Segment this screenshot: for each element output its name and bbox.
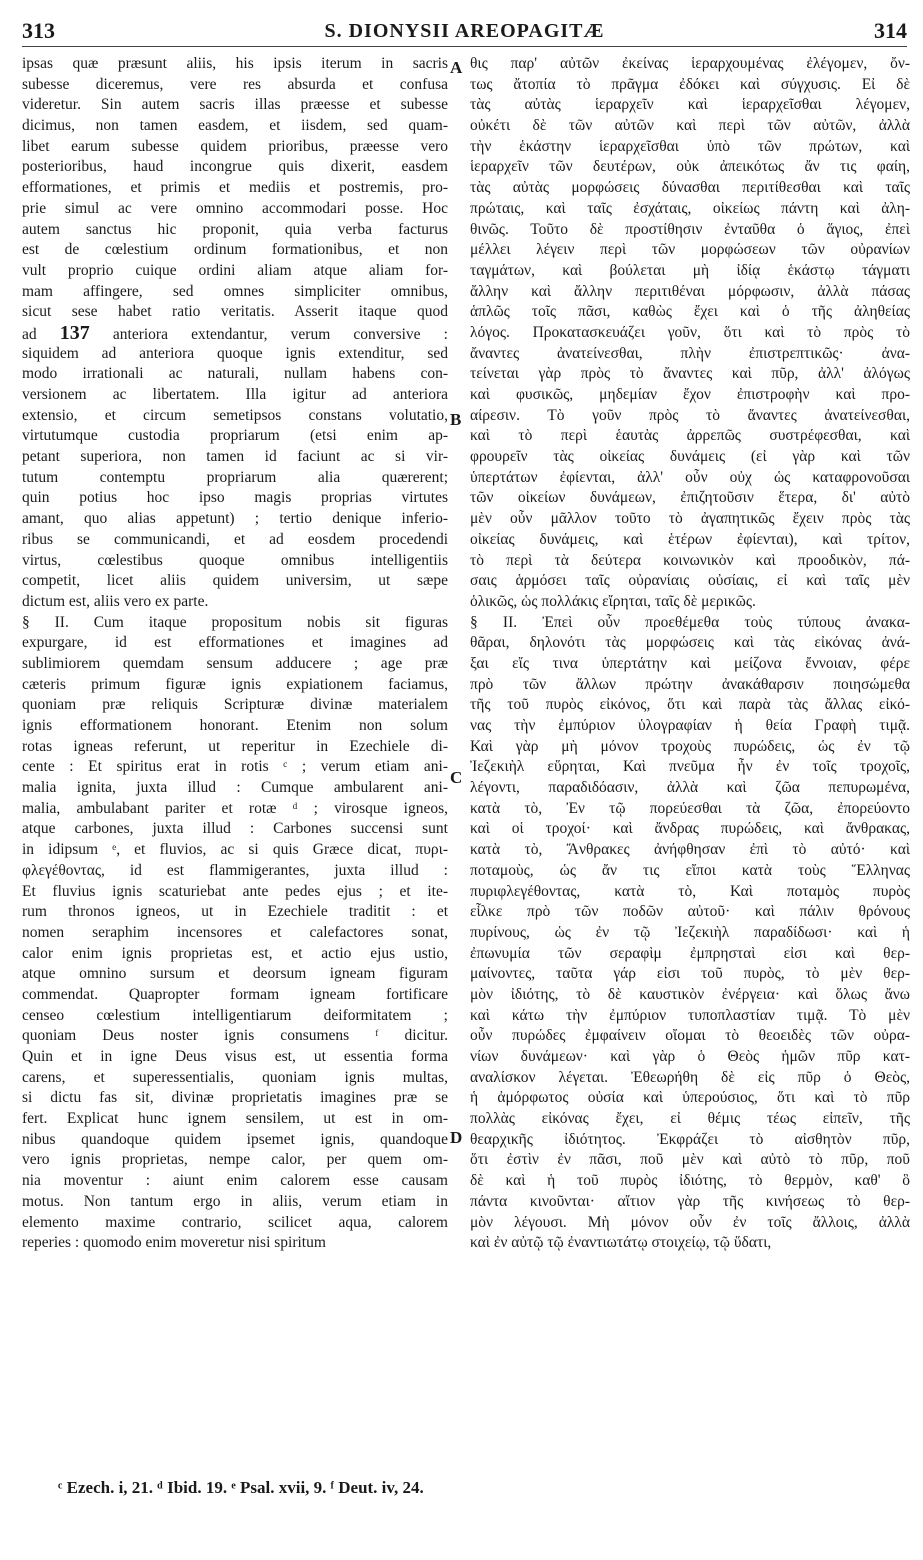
greek-line: νίων δυνάμεων· καὶ γὰρ ὁ Θεὸς ἡμῶν πῦρ κατ- (470, 1048, 910, 1065)
greek-line: ἄλλην καὶ ἄλλην περιτιθέναι μόρφωσιν, ἀλλὰ πάσας (470, 282, 910, 300)
greek-line: τείνεται γὰρ πρὸς τὸ ἄναντες καὶ πῦρ, ἀλλ' ἀλόγως (470, 365, 910, 383)
latin-column (22, 54, 448, 1254)
greek-line: τὰς αὐτὰς ἱεραρχεῖν καὶ ἱεραρχεῖσθαι λέγομεν, (470, 96, 910, 114)
running-header (22, 18, 907, 48)
greek-line: τὸ περὶ τὰ δεύτερα κοινωνικὸν καὶ προοδικὸν, πά- (470, 551, 910, 569)
latin-line: censeo cœlestium intelligentiarum deiformitatem ; (22, 1006, 448, 1024)
latin-line: autem sanctus hic proponit, quia verba facturus (22, 220, 448, 238)
greek-line: οὖν πυρώδες ἐμφαίνειν οἴομαι τὸ θεοειδὲς τῶν οὐρα- (470, 1027, 910, 1045)
latin-line: virtutumque custodia propriarum (etsi enim ap- (22, 427, 448, 445)
greek-line: φρουρεῖν τὰς οἰκείας δυνάμεις (εἰ γὰρ καὶ τῶν (470, 448, 910, 466)
latin-line: siquidem ad anteriora quoque ignis extenditur, sed (22, 344, 448, 362)
greek-line: ἱεραρχεῖν τῶν δευτέρων, οὐκ ἀπεικότως ἄν τις φαίη, (470, 158, 910, 176)
latin-line: § II. Cum itaque propositum nobis sit figuras (22, 613, 448, 631)
greek-line: καὶ φυσικῶς, μηδεμίαν ἔχον ἐπιστροφὴν καὶ προ- (470, 386, 910, 403)
latin-line: malia ignita, juxta illud : Cumque ambularent ani- (22, 779, 448, 797)
greek-line: οὐκέτι δὲ τῶν αὐτῶν καὶ περὶ τῶν αὐτῶν, ἀλλὰ (470, 117, 910, 135)
latin-line: dictum est, aliis vero ex parte. (22, 592, 209, 610)
greek-line: θις παρ' αὐτῶν ἐκείνας ἱεραρχουμένας ἐλέγομεν, ὄν- (470, 55, 910, 72)
greek-line: λέγοντι, παραδιδόασιν, ἀλλὰ καὶ ζῶα πεπυρωμένα, (470, 779, 910, 797)
greek-line: πυρίνους, ὡς ἐν τῷ Ἰεζεκιὴλ παραδίδωσι· καὶ ἡ (470, 923, 910, 941)
latin-line: nia moventur : aiunt enim calorem esse causam (22, 1172, 448, 1190)
greek-line: θεαρχικῆς ἰδιότητος. Ἐκφράζει τὸ αἰσθητὸν πῦρ, (470, 1130, 910, 1148)
latin-line: dicimus, non tamen easdem, et iisdem, sed quam- (22, 117, 448, 135)
greek-line: μὸν λέγουσι. Μὴ μόνον οὖν ἐν τοῖς ἄλλοις, ἀλλὰ (470, 1213, 910, 1231)
greek-line: μαίνοντες, ταῦτα γάρ εἰσι τοῦ πυρὸς, τὸ μὲν θερ- (470, 965, 910, 983)
latin-line: quin potius hoc ipso magis proprias virtutes (22, 489, 448, 507)
latin-line: Quin et in igne Deus visus est, ut essentia forma (22, 1048, 448, 1065)
latin-line: cente : Et spiritus erat in rotis ᶜ ; verum etiam ani- (22, 758, 448, 776)
greek-line: μέλλει λέγειν περὶ τῶν μορφώσεων τῶν οὐρανίων (470, 241, 910, 259)
latin-line: calor enim ignis proprietas est, et actio ejus ustio, (22, 944, 448, 962)
latin-line: extensio, et circum semetipsos constans volutatio, (22, 406, 448, 424)
latin-line: amant, quo alias appetunt) ; tertio denique inferio- (22, 510, 448, 528)
latin-line: quoniam Deus noster ignis consumens ᶠ dicitur. (22, 1027, 448, 1045)
greek-line: θᾶραι, δηλονότι τὰς μορφώσεις καὶ τὰς εἰκόνας ἀνά- (470, 634, 910, 652)
margin-marker-a: A (450, 58, 463, 77)
greek-line: ὁλικῶς, ὡς πολλάκις εἴρηται, ταῖς δὲ μερικῶς. (470, 592, 756, 610)
greek-line: ἄναντες ἀνατείνεσθαι, πλὴν ἐπιστρεπτικῶς· ἀνα- (470, 344, 910, 362)
latin-line: malia, ambulabant pariter et rotæ ᵈ ; virosque igneos, (22, 799, 448, 817)
latin-line: sublimiorem quemdam sensum adducere ; age præ (22, 654, 448, 672)
greek-line: τὰς αὐτὰς μορφώσεις δύνασθαι περιτίθεσθαι καὶ ταῖς (470, 179, 910, 197)
greek-line: πολλὰς εἰκόνας ἔχει, εἰ θέμις τέως εἰπεῖν, τῆς (470, 1110, 910, 1128)
greek-line: Ἰεζεκιὴλ εὕρηται, Καὶ πνεῦμα ἦν ἐν τοῖς τροχοῖς, (470, 758, 910, 776)
greek-line: ὑπερτάτων ἐφίενται, ἀλλ' οὖν οὐχ ὡς καταφρονοῦσαι (470, 468, 910, 486)
footnotes: ᶜ Ezech. i, 21. ᵈ Ibid. 19. ᵉ Psal. xvii, 9. ᶠ Deut. iv, 24. (58, 1478, 424, 1497)
latin-line: posterioribus, haud incongrue quis dixerit, easdem (22, 158, 448, 176)
greek-line: πρώταις, καὶ ταῖς ἐσχάταις, οἰκείως πάντη καὶ ἀλη- (470, 199, 910, 217)
greek-line: καὶ τὸ περὶ ἑαυτὰς ἀρρεπῶς συστρέφεσθαι, καὶ (470, 427, 910, 445)
latin-line: rotas igneas referunt, ut reperitur in Ezechiele di- (22, 737, 448, 755)
greek-line: κατὰ τὸ, Ἄνθρακες ἀνήφθησαν ἐπὶ τὸ αὐτό· καὶ (470, 841, 910, 859)
greek-line: οἰκείας δυνάμεις, καὶ ἑτέρων ἐφίενται), καὶ τρίτον, (470, 530, 910, 548)
latin-line: efformationes, et primis et mediis et postremis, pro- (22, 179, 448, 197)
latin-line: est de cœlestium ordinum formationibus, et non (22, 241, 448, 259)
greek-line: καὶ ἐν αὐτῷ τῷ ἐναντιωτάτῳ στοιχείῳ, τῷ ὕδατι, (470, 1234, 772, 1252)
latin-line: nibus quandoque quidem ipsemet ignis, quandoque (22, 1130, 448, 1148)
latin-line: vero ignis proprietas, nempe calor, per quem om- (22, 1151, 448, 1169)
greek-line: κατὰ τὸ, Ἐν τῷ πορεύεσθαι τὰ ζῶα, ἐπορεύοντο (470, 799, 910, 817)
greek-line: Καὶ γὰρ μὴ μόνον τροχοὺς πυρώδεις, ὡς ἐν τῷ (470, 737, 910, 755)
latin-line: ad 137 anteriora extendantur, verum conversive : (22, 322, 448, 344)
greek-column (470, 54, 910, 1254)
latin-line: motus. Non tantum ergo in aliis, verum etiam in (22, 1192, 448, 1210)
latin-line: fert. Explicat hunc ignem sensilem, ut est in om- (22, 1110, 448, 1128)
latin-line: tutum contemptu propriarum alia quærerent; (22, 468, 448, 486)
greek-line: σαις ἁρμόσει ταῖς οὐρανίαις οὐσίαις, εἰ καὶ ταῖς μὲν (470, 572, 910, 590)
greek-line: τῶν οἰκείων δυνάμεων, ἐπιζητοῦσιν ἕτερα, δι' αὐτὸ (470, 489, 910, 507)
greek-line: πάντα κινοῦνται· αἴτιον γὰρ τῆς κινήσεως τὸ θερ- (470, 1192, 910, 1210)
greek-line: τὴν ἑκάστην ἱεραρχεῖσθαι ὑπὸ τῶν πρώτων, καὶ (470, 137, 910, 155)
latin-line: ipsas quæ præsunt aliis, his ipsis iterum in sacris (22, 55, 448, 72)
latin-line: modo irrationali ac naturali, nullam habens con- (22, 365, 448, 383)
greek-line: αναλίσκον λέγεται. Ἐθεωρήθη δὲ εἰς πῦρ ὁ Θεὸς, (470, 1068, 910, 1086)
latin-line: subesse diceremus, vere res absurda et confusa (22, 75, 448, 93)
latin-line: carens, et superessentialis, quoniam ignis multas, (22, 1068, 448, 1086)
latin-line: versionem ac libertatem. Illa igitur ad anteriora (22, 386, 448, 403)
latin-line: Et fluvius ignis scaturiebat ante pedes ejus ; et ite- (22, 882, 448, 900)
greek-line: καὶ κάτω τὴν ἐμπύριον τυποπλαστίαν τιμᾷ. Τὸ μὲν (470, 1006, 910, 1024)
latin-line: nomen seraphim incensores et calefactores sonat, (22, 923, 448, 941)
latin-line: atque carbones, juxta illud : Carbones succensi sunt (22, 820, 448, 838)
greek-line: ὅτι ἐστὶν ἐν πᾶσι, ποῦ μὲν καὶ αὐτὸ τὸ πῦρ, ποῦ (470, 1151, 910, 1169)
latin-line: sicut sese habet ratio veritatis. Asserit itaque quod (22, 303, 448, 321)
latin-line: reperies : quomodo enim moveretur nisi spiritum (22, 1234, 326, 1252)
greek-line: μὲν οὖν μᾶλλον τοῦτο τὸ ἀγαπητικῶς ἔχειν πρὸς τὰς (470, 510, 910, 528)
greek-line: εἷλκε πρὸ τῶν ποδῶν αὐτοῦ· καὶ πάλιν θρόνους (470, 903, 910, 921)
margin-marker-d: D (450, 1128, 463, 1147)
latin-line: rum thronos igneos, ut in Ezechiele traditit : et (22, 903, 448, 921)
margin-marker-c: C (450, 768, 463, 787)
greek-line: ταγμάτων, καὶ βούλεται μὴ ἰδίᾳ ἑκάστῳ τάγματι (470, 261, 910, 279)
greek-line: λόγος. Προκατασκευάζει γοῦν, ὅτι καὶ τὸ πρὸς τὸ (470, 323, 910, 341)
latin-line: quoniam præ reliquis Scripturæ divinæ materialem (22, 696, 448, 714)
margin-marker-b: B (450, 410, 462, 429)
greek-line: θινῶς. Τοῦτο δὲ προστίθησιν ἐνταῦθα ὁ ἅγιος, ἐπεὶ (470, 220, 910, 238)
latin-line: libet earum subesse quidem prioribus, præesse vero (22, 137, 448, 155)
header-rule (22, 46, 907, 47)
greek-line: τως ἄτοπία τὸ πρᾶγμα ἐδόκει καὶ σύγχυσις. Εἰ δὲ (470, 75, 910, 93)
latin-line: prie simul ac vere omnino accommodari posse. Hoc (22, 199, 448, 217)
latin-line: ribus se communicandi, et ad eosdem procedendi (22, 530, 448, 548)
page-number-right: 314 (874, 18, 907, 43)
latin-line: virtus, cœlestibus quoque omnibus intelligentiis (22, 551, 448, 569)
column-number: 137 (59, 322, 90, 344)
running-title: S. DIONYSII AREOPAGITÆ (324, 20, 605, 42)
greek-line: ἁπλῶς τοῖς πᾶσι, καθὼς ἔχει καὶ ὁ τῆς ἀληθείας (470, 303, 910, 321)
latin-line: commendat. Quapropter formam igneam fortificare (22, 985, 448, 1003)
greek-line: ἐπωνυμία τῶν σεραφὶμ ἐμπρησταὶ εἰσι καὶ θερ- (470, 944, 910, 962)
page-number-left: 313 (22, 18, 55, 43)
greek-line: πυριφλεγέθοντας, κατὰ τὸ, Καὶ ποταμὸς πυρὸς (470, 882, 910, 900)
latin-line: expurgare, id est efformationes et imagines ad (22, 634, 448, 652)
latin-line: competit, licet aliis quidem universim, ut sæpe (22, 572, 448, 590)
latin-line: petant superiora, non tamen id faciunt ac si vir- (22, 448, 448, 466)
greek-line: ποταμοὺς, ὡς ἄν τις εἴποι κατὰ τοὺς Ἕλληνας (470, 861, 910, 879)
greek-line: § II. Ἐπεὶ οὖν προεθέμεθα τοὺς τύπους ἀνακα- (470, 613, 910, 631)
latin-line: mam affingere, sed omnes simpliciter omnibus, (22, 282, 448, 300)
greek-line: ξαι εἴς τινα ὑπερτάτην καὶ μείζονα ἔννοιαν, φέρε (470, 654, 910, 672)
latin-line: φλεγέθοντας, id est flammigerantes, juxta illud : (22, 861, 448, 879)
latin-line: in idipsum ᵉ, et fluvios, ac si quis Græce dicat, πυρι- (22, 841, 448, 859)
greek-line: δὲ καὶ ἡ τοῦ πυρὸς ἰδιότης, τὸ θερμὸν, καθ' ὃ (470, 1172, 910, 1190)
latin-line: videretur. Sin autem sacris illas præesse et subesse (22, 96, 448, 114)
greek-line: αίρεσιν. Τὸ γοῦν πρὸς τὸ ἄναντες ἀνατείνεσθαι, (470, 406, 910, 424)
latin-line: cæteris primum figuræ ignis expiationem faciamus, (22, 675, 448, 693)
greek-line: νας τὴν ἐμπύριον ὑλογραφίαν ἡ θεία Γραφὴ τιμᾷ. (470, 717, 910, 734)
latin-line: si dictu fas sit, divinæ proprietatis imagines præ se (22, 1089, 448, 1107)
latin-line: vult proprio cuique ordini aliam atque aliam for- (22, 261, 448, 279)
latin-line: atque omnino sursum et deorsum igneam figuram (22, 965, 448, 983)
latin-line: ignis efformationem honorant. Etenim non solum (22, 717, 448, 734)
greek-line: καὶ οἱ τροχοί· καὶ ἄνδρας πυρώδεις, καὶ ἄνθρακας, (470, 820, 910, 838)
greek-line: πρὸ τῶν ἄλλων πρώτην ἀνακάθαρσιν ποιησώμεθα (470, 675, 910, 693)
greek-line: τῆς τοῦ πυρὸς εἰκόνος, ὅτι καὶ παρὰ τὰς ἄλλας εἰκό- (470, 696, 910, 714)
latin-line: elemento maxime contrario, scilicet aqua, calorem (22, 1213, 448, 1231)
greek-line: ἡ ἀμόρφωτος οὐσία καὶ ὑπερούσιος, ὅτι καὶ τὸ πῦρ (470, 1089, 910, 1107)
greek-line: μὸν ἰδιότης, τὸ δὲ καυστικὸν ἐνέργεια· καὶ ὅλως ἄνω (470, 985, 910, 1003)
